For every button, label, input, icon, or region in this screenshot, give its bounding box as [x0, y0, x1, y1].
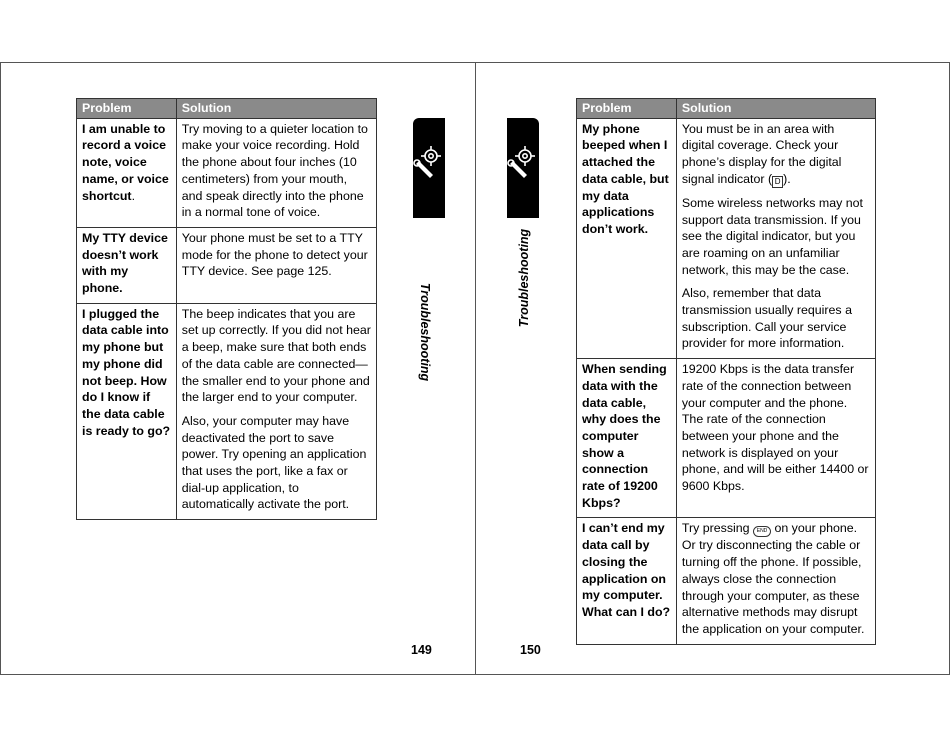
problem-text: I am unable to record a voice note, voice name, or voice shortcut: [82, 121, 169, 203]
digital-indicator-icon: D: [772, 176, 783, 188]
solution-text: [682, 121, 870, 188]
solution-text: Try moving to a quieter location to make your voice recording. Hold the phone about four inches (10 centimeters) from your mouth, and speak directly into the phone in a normal tone of voice.: [181, 121, 368, 220]
problem-cell: [577, 359, 677, 518]
solution-cell: [176, 118, 376, 227]
section-label-left: Troubleshooting: [418, 282, 432, 382]
solution-text: The beep indicates that you are set up correctly. If you did not hear a beep, make sure that both ends of the data cable are connected—the smaller end to your phone and the larger end to your computer.: [181, 306, 371, 405]
section-tab-left: [413, 118, 445, 218]
solution-text: Also, remember that data transmission usually requires a subscription. Call your service provider for more information.: [681, 286, 852, 351]
tools-icon: [507, 144, 539, 184]
solution-cell: [176, 227, 376, 303]
problem-text: I can’t end my data call by closing the application on my computer. What can I do?: [582, 521, 671, 619]
problem-header: Problem: [577, 99, 677, 119]
problem-cell: [77, 118, 177, 227]
table-row: [577, 118, 876, 358]
solution-text-part: on your phone. Or try disconnecting the cable or turning off the phone. If possible, always close the connection through your computer, as these alternative methods may disrupt the application on your computer.: [681, 521, 865, 636]
page-number-left: 149: [411, 643, 432, 657]
solution-text-part: You must be in an area with digital coverage. Check your phone’s display for the digital signal indicator (: [681, 121, 842, 186]
troubleshooting-table-left: [76, 98, 377, 520]
solution-text: Also, your computer may have deactivated the port to save power. Try opening an application that uses the port, like a fax or dial-up application, to automatically activate the port.: [181, 413, 367, 512]
problem-tail: .: [131, 188, 136, 203]
solution-text: Your phone must be set to a TTY mode for the phone to detect your TTY device. See page 125.: [181, 230, 368, 279]
solution-text-part: Try pressing: [681, 521, 754, 536]
section-label-right: Troubleshooting: [517, 228, 531, 328]
problem-text: My TTY device doesn’t work with my phone.: [82, 230, 168, 296]
right-page: [475, 63, 950, 674]
book-spread: [0, 62, 950, 675]
problem-cell: [577, 118, 677, 358]
table-row: [577, 518, 876, 644]
problem-cell: [77, 303, 177, 519]
table-row: [77, 227, 377, 303]
solution-text: [682, 520, 870, 637]
left-page: [0, 63, 475, 674]
problem-text: I plugged the data cable into my phone but my phone did not beep. How do I know if the data cable is ready to go?: [82, 306, 171, 438]
table-header: [577, 99, 876, 119]
solution-cell: [676, 518, 875, 644]
table-row: [77, 303, 377, 519]
solution-text: Some wireless networks may not support data transmission. If you see the digital indicator, but you are roaming on an unfamiliar network, this may be the case.: [681, 195, 863, 277]
problem-cell: [77, 227, 177, 303]
tools-icon: [413, 144, 445, 184]
solution-cell: [676, 359, 875, 518]
table-header: [77, 99, 377, 119]
solution-cell: [676, 118, 875, 358]
page-number-right: 150: [520, 643, 541, 657]
solution-text-part: ).: [783, 171, 791, 186]
solution-header: Solution: [176, 99, 376, 119]
problem-header: Problem: [77, 99, 177, 119]
solution-cell: [176, 303, 376, 519]
section-tab-right: [507, 118, 539, 218]
solution-text: 19200 Kbps is the data transfer rate of the connection between your computer and the phone. The rate of the connection between your phone and the network is displayed on your phone, and will be either 14400 or 9600 Kbps.: [681, 362, 869, 494]
problem-text: When sending data with the data cable, why does the computer show a connection rate of 19200 Kbps?: [582, 362, 667, 510]
end-key-icon: END: [753, 526, 771, 537]
troubleshooting-table-right: [576, 98, 876, 645]
solution-header: Solution: [676, 99, 875, 119]
table-row: [577, 359, 876, 518]
table-row: [77, 118, 377, 227]
problem-cell: [577, 518, 677, 644]
problem-text: My phone beeped when I attached the data cable, but my data applications don’t work.: [582, 121, 669, 236]
